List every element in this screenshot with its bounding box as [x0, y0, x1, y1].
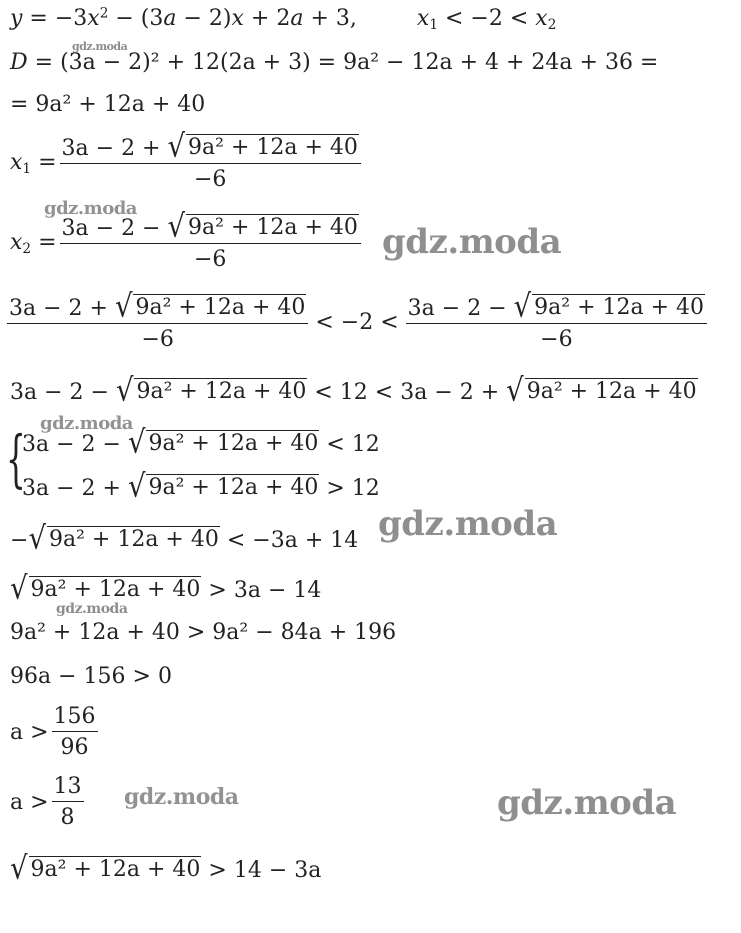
text: 3a − 2 + — [22, 476, 128, 501]
fraction — [52, 776, 84, 829]
text: 3a − 2 − — [61, 216, 168, 241]
text: > 3a − 14 — [201, 578, 322, 603]
last-line — [10, 849, 322, 887]
var-x1: x — [416, 6, 430, 31]
squared-line — [10, 622, 396, 644]
sqrt: √ 9a² + 12a + 40 — [114, 287, 306, 325]
watermark: gdz.moda — [72, 40, 128, 53]
numerator: 13 — [52, 776, 84, 802]
radicand: 9a² + 12a + 40 — [148, 475, 319, 500]
text: 96a − 156 > 0 — [10, 664, 172, 689]
sqrt: √ 9a² + 12a + 40 — [167, 127, 358, 165]
var-x: x — [10, 149, 23, 175]
denominator: 96 — [60, 735, 89, 760]
subscript: 1 — [429, 17, 438, 34]
radicand: 9a² + 12a + 40 — [30, 857, 201, 882]
sqrt: √ 9a² + 12a + 40 — [28, 519, 219, 557]
text: + 3, — [303, 6, 357, 31]
subscript: 2 — [547, 17, 557, 34]
radicand: 9a² + 12a + 40 — [135, 295, 306, 320]
fraction — [406, 287, 707, 352]
text: − (3 — [108, 6, 164, 31]
equation-line-1 — [10, 5, 557, 34]
var-x: x — [10, 229, 23, 255]
radicand: 9a² + 12a + 40 — [188, 215, 358, 240]
radicand: 9a² + 12a + 40 — [526, 379, 697, 404]
text: < 12 — [319, 432, 380, 457]
denominator: −6 — [194, 167, 227, 192]
var-D: D — [10, 50, 28, 75]
watermark: gdz.moda — [497, 783, 677, 823]
sqrt: √ 9a² + 12a + 40 — [10, 569, 201, 607]
subscript: 2 — [22, 240, 32, 257]
radicand: 9a² + 12a + 40 — [534, 295, 705, 320]
text: 3a − 2 − — [22, 432, 128, 457]
text: 3a − 2 + — [61, 136, 168, 161]
x1-formula: $x_1$ = 3a − 2 + √ 9a² + 12a + 40 −6 — [10, 134, 364, 191]
text: = 9a² + 12a + 40 — [10, 92, 206, 117]
text: < 12 < 3a − 2 + — [307, 380, 507, 405]
var-x: x — [87, 6, 100, 31]
x2-formula: $x_2$ = 3a − 2 − √ 9a² + 12a + 40 −6 — [10, 214, 364, 271]
numerator: 156 — [52, 706, 98, 732]
fraction — [60, 207, 361, 272]
var-a: a — [163, 6, 177, 31]
var-x2: x — [535, 6, 548, 31]
negated-root-line — [10, 519, 359, 557]
sqrt: √ 9a² + 12a + 40 — [167, 207, 358, 245]
sqrt: √ 9a² + 12a + 40 — [506, 371, 697, 409]
double-inequality — [4, 287, 710, 352]
a-fraction-1 — [10, 706, 101, 759]
radicand: 9a² + 12a + 40 — [30, 577, 201, 602]
radicand: 9a² + 12a + 40 — [188, 135, 358, 160]
exponent: 2 — [99, 5, 109, 22]
watermark: gdz.moda — [378, 504, 558, 544]
text: 3a − 2 − — [407, 296, 514, 321]
watermark: gdz.moda — [382, 222, 562, 262]
fraction — [52, 706, 98, 759]
a-fraction-2 — [10, 776, 87, 829]
watermark: gdz.moda — [40, 413, 133, 434]
sqrt: √ 9a² + 12a + 40 — [127, 423, 319, 461]
text: < −2 < — [438, 6, 536, 31]
system-brace: { — [6, 422, 26, 495]
text: 9a² + 12a + 40 > 9a² − 84a + 196 — [10, 620, 397, 645]
text: a > — [10, 789, 49, 815]
discriminant-result — [10, 94, 205, 116]
denominator: −6 — [141, 327, 174, 352]
radicand: 9a² + 12a + 40 — [48, 527, 219, 552]
system-line-2 — [22, 467, 380, 505]
text: < −3a + 14 — [219, 528, 359, 553]
radicand: 9a² + 12a + 40 — [148, 431, 319, 456]
text: 3a − 2 − — [10, 380, 116, 405]
text: − 2) — [176, 6, 232, 31]
multiplied-inequality — [10, 371, 698, 409]
denominator: −6 — [540, 327, 573, 352]
sqrt: √ 9a² + 12a + 40 — [513, 287, 705, 325]
watermark: gdz.moda — [56, 601, 128, 617]
root-line — [10, 569, 322, 607]
text: + 2 — [243, 6, 291, 31]
watermark: gdz.moda — [44, 198, 137, 219]
sqrt: √ 9a² + 12a + 40 — [115, 371, 307, 409]
sqrt: √ 9a² + 12a + 40 — [10, 849, 201, 887]
text: 3a − 2 + — [9, 296, 115, 321]
denominator: −6 — [194, 247, 227, 272]
denominator: 8 — [60, 805, 75, 830]
fraction — [60, 127, 361, 192]
text: − — [10, 528, 29, 553]
discriminant-line — [10, 52, 658, 74]
text: a > — [10, 719, 49, 745]
text: = −3 — [22, 6, 88, 31]
text: = (3a − 2)² + 12(2a + 3) = 9a² − 12a + 4 + 24a + 36 = — [34, 50, 659, 75]
watermark: gdz.moda — [124, 784, 239, 810]
sqrt: √ 9a² + 12a + 40 — [127, 467, 319, 505]
radicand: 9a² + 12a + 40 — [136, 379, 307, 404]
text: > 14 − 3a — [201, 858, 322, 883]
subscript: 1 — [22, 160, 32, 177]
fraction — [7, 287, 308, 352]
text: < −2 < — [315, 309, 399, 335]
linear-line — [10, 666, 172, 688]
var-a: a — [290, 6, 304, 31]
text: > 12 — [319, 476, 380, 501]
var-y: y — [10, 6, 23, 31]
var-x: x — [231, 6, 244, 31]
